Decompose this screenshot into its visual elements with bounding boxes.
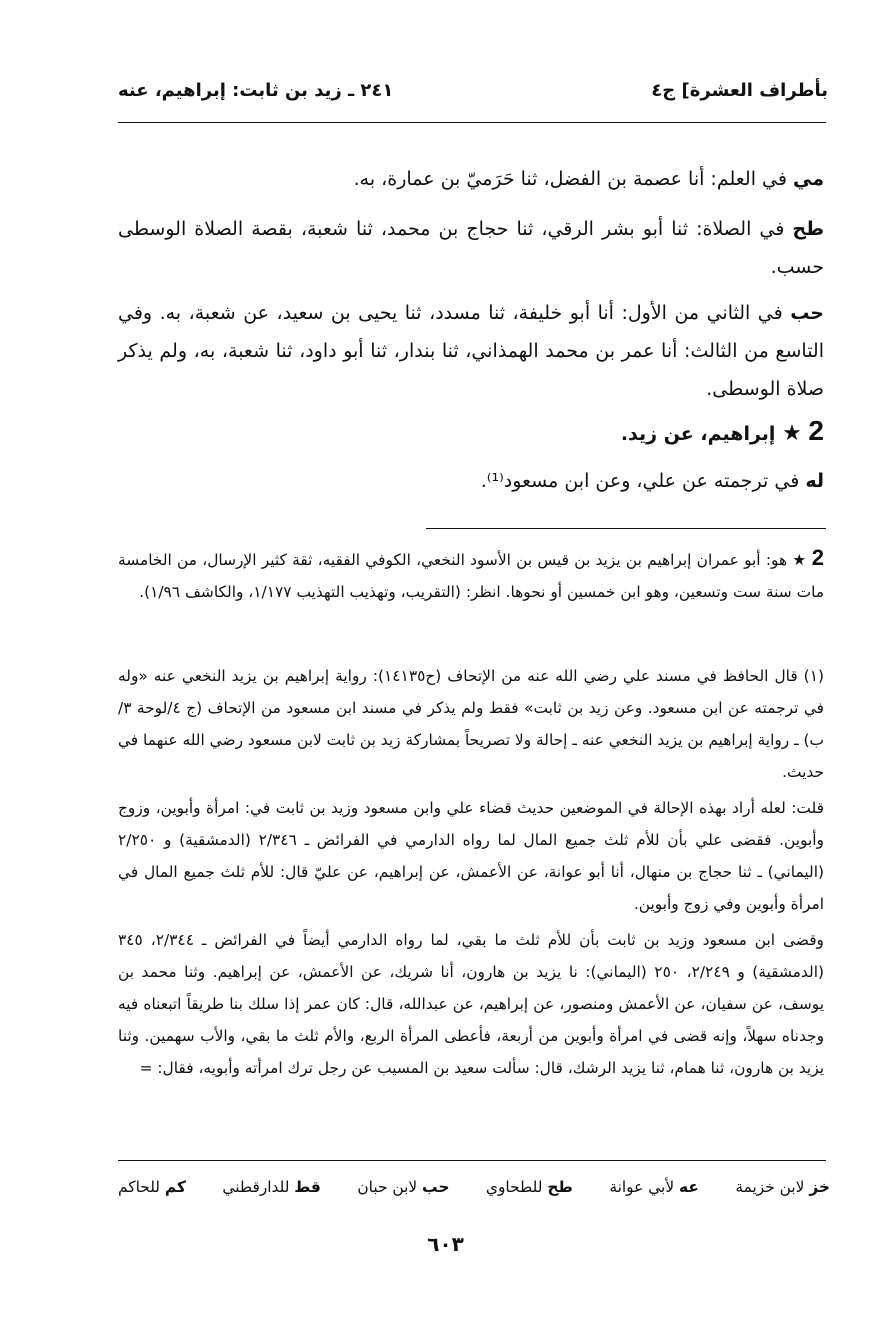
abbr-item: كم للحاكم — [118, 1178, 186, 1196]
abbr-item: قط للدارقطني — [222, 1178, 321, 1196]
entry-title: إبراهيم، عن زيد. — [620, 423, 776, 445]
siglum: له — [805, 470, 824, 492]
footnote-text: (١) قال الحافظ في مسند علي رضي الله عنه من الإتحاف (ح١٤١٣٥): رواية إبراهيم بن يزيد النخعي عنه «وله في ترجمته عن ابن مسعود. وعن زيد بن ثابت» فقط ولم يذكر في مسند ابن مسعود من الإتحاف (ج ٤/لوحة ٣/ب) ـ رواية إبراهيم بن يزيد النخعي عنه ـ إحالة ولا تصريحاً بمشاركة زيد بن ثابت لابن مسعود رضي الله عنهما في حديث. — [117, 667, 824, 781]
paragraph-lah — [118, 462, 824, 500]
abbr-item: حب لابن حبان — [357, 1178, 450, 1196]
siglum: طح — [792, 218, 824, 240]
paragraph-text: في العلم: أنا عصمة بن الفضل، ثنا حَرَميّ بن عمارة، به. — [353, 168, 793, 190]
abbr-item: خز لابن خزيمة — [735, 1178, 830, 1196]
star-icon: ★ — [792, 551, 807, 569]
entry-number: 2 — [808, 415, 824, 446]
paragraph-mi — [118, 160, 824, 198]
entry-heading — [118, 412, 824, 453]
footnote-1 — [118, 660, 824, 788]
abbreviations-legend — [118, 1178, 830, 1212]
footnote-note-b — [118, 924, 824, 1084]
paragraph-tah — [118, 210, 824, 286]
paragraph-text: في الثاني من الأول: أنا أبو خليفة، ثنا مسدد، ثنا يحيى بن سعيد، عن شعبة، به. وفي التاسع من الثالث: أنا عمر بن محمد الهمذاني، ثنا بندار، ثنا أبو داود، ثنا شعبة، به، ولم يذكر صلاة الوسطى. — [118, 302, 824, 400]
page-number: ٦٠٣ — [427, 1232, 464, 1256]
footnote-separator — [426, 528, 826, 529]
abbr-item: طح للطحاوي — [485, 1178, 573, 1196]
footnote-text: هو: أبو عمران إبراهيم بن يزيد بن قيس بن الأسود النخعي، الكوفي الفقيه، ثقة كثير الإرسال، من الخامسة مات سنة ست وتسعين، وهو ابن خمسين أو نحوها. انظر: (التقريب، وتهذيب التهذيب ١/١٧٧، والكاشف ١/٩٦). — [118, 551, 824, 601]
star-icon: ★ — [782, 421, 802, 446]
header-rule — [118, 122, 826, 123]
abbr-item: عه لأبي عوانة — [609, 1178, 699, 1196]
siglum: مي — [793, 168, 824, 190]
footnote-biography — [118, 542, 824, 608]
header-section-title: ٢٤١ ـ زيد بن ثابت: إبراهيم، عنه — [118, 80, 394, 101]
footnote-text: قلت: لعله أراد بهذه الإحالة في الموضعين حديث قضاء علي وابن مسعود وزيد بن ثابت في: امرأة وأبوين، وزوج وأبوين. فقضى علي بأن للأم ثلث جميع المال لما رواه الدارمي في الفرائض ـ ٢/٣٤٦ (الدمشقية) و ٢/٢٥٠ (اليماني) ـ ثنا حجاج بن منهال، أنا أبو عوانة، عن الأعمش، عن إبراهيم، عن عليّ قال: للأم ثلث جميع المال في امرأة وأبوين وفي زوج وأبوين. — [118, 799, 824, 913]
paragraph-text: في ترجمته عن علي، وعن ابن مسعود⁽¹⁾. — [480, 470, 806, 492]
siglum: حب — [790, 302, 824, 324]
footnote-text: وقضى ابن مسعود وزيد بن ثابت بأن للأم ثلث ما بقي، لما رواه الدارمي أيضاً في الفرائض ـ ٢/٣٤٤، ٣٤٥ (الدمشقية) و ٢/٢٤٩، ٢٥٠ (اليماني): نا يزيد بن هارون، أنا شريك، عن الأعمش، عن إبراهيم. وثنا محمد بن يوسف، عن سفيان، عن الأعمش ومنصور، عن إبراهيم، عن عبدالله، قال: كان عمر إذا سلك بنا طريقاً اتبعناه فيه وجدناه سهلاً، وإنه قضى في امرأة وأبوين من أربعة، فأعطى المرأة الربع، والأم ثلث ما بقي، والأب سهمين. وثنا يزيد بن هارون، ثنا همام، ثنا يزيد الرشك، قال: سألت سعيد بن المسيب عن رجل ترك امرأته وأبويه، فقال: = — [118, 931, 824, 1077]
running-header — [118, 74, 828, 110]
footnote-number: 2 — [811, 545, 824, 570]
header-book-title: بأطراف العشرة] ج٤ — [651, 80, 828, 101]
paragraph-hb — [118, 294, 824, 408]
abbreviations-rule — [118, 1160, 826, 1161]
paragraph-text: في الصلاة: ثنا أبو بشر الرقي، ثنا حجاج بن محمد، ثنا شعبة، بقصة الصلاة الوسطى حسب. — [118, 218, 824, 278]
footnote-note-a — [118, 792, 824, 920]
